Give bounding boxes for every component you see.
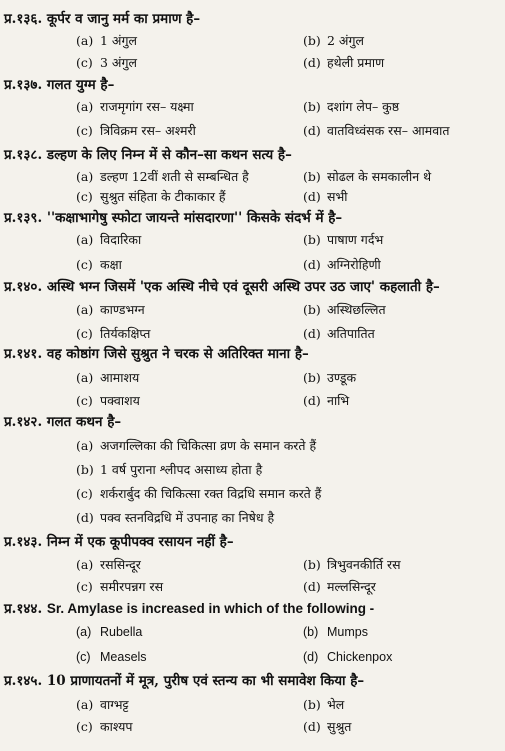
option-text: उण्डूक	[327, 370, 357, 385]
option-a	[76, 437, 316, 454]
option-text: नाभि	[327, 393, 350, 408]
question-number: प्र.१४२.	[4, 414, 43, 430]
option-key: (a)	[76, 33, 94, 48]
option-text: पक्वाशय	[100, 393, 140, 408]
option-key: (d)	[303, 326, 321, 341]
option-key: (a)	[76, 99, 94, 114]
option-a	[76, 696, 129, 713]
option-d	[303, 578, 376, 595]
option-c	[76, 485, 321, 502]
option-a	[76, 32, 137, 49]
option-c	[76, 122, 196, 139]
option-text: त्रिभुवनकीर्ति रस	[327, 557, 401, 572]
option-d	[303, 188, 347, 205]
option-key: (a)	[76, 557, 94, 572]
option-text: त्रिविक्रम रस– अश्मरी	[100, 123, 196, 138]
option-text: तिर्यकक्षिप्त	[100, 326, 151, 341]
option-key: (a)	[76, 302, 94, 317]
question-number: प्र.१४३.	[4, 534, 43, 550]
option-b	[303, 231, 383, 248]
option-a	[76, 231, 141, 248]
option-text: Measels	[100, 650, 147, 664]
question-text: कूर्पर व जानु मर्म का प्रमाण है–	[46, 11, 201, 27]
option-key: (b)	[303, 169, 321, 184]
option-b	[76, 461, 262, 478]
option-key: (d)	[303, 579, 321, 594]
question-number: प्र.१४५.	[4, 673, 43, 689]
option-c	[76, 578, 163, 595]
option-text: 3 अंगुल	[100, 55, 137, 70]
option-b	[303, 32, 364, 49]
option-text: पाषाण गर्दभ	[327, 232, 384, 247]
option-text: मल्लसिन्दूर	[327, 579, 376, 594]
option-key: (b)	[76, 462, 94, 477]
option-text: रससिन्दूर	[100, 557, 141, 572]
option-text: काण्डभग्न	[100, 302, 145, 317]
option-text: सुश्रुत संहिता के टीकाकार हैं	[100, 189, 226, 204]
option-key: (c)	[76, 650, 91, 664]
option-d	[303, 718, 351, 735]
option-d	[303, 256, 381, 273]
option-a	[76, 624, 142, 641]
option-d	[303, 325, 375, 342]
option-key: (b)	[303, 302, 321, 317]
option-key: (c)	[76, 486, 93, 501]
question-number: प्र.१४४.	[4, 601, 43, 617]
option-key: (b)	[303, 625, 319, 639]
option-key: (b)	[303, 557, 321, 572]
option-d	[303, 649, 392, 666]
option-b	[303, 301, 386, 318]
option-key: (d)	[303, 55, 321, 70]
option-b	[303, 369, 356, 386]
question-number: प्र.१४०.	[4, 279, 43, 295]
option-d	[303, 392, 349, 409]
option-d	[303, 54, 384, 71]
option-c	[76, 54, 137, 71]
option-d	[303, 122, 450, 139]
option-text: Chickenpox	[327, 650, 393, 664]
option-text: शर्करार्बुद की चिकित्सा रक्त विद्रधि समान करते हैं	[100, 486, 322, 501]
option-key: (c)	[76, 326, 93, 341]
option-text: सभी	[327, 189, 348, 204]
option-d	[76, 509, 274, 526]
option-text: काश्यप	[100, 719, 133, 734]
question-text: ''कक्षाभागेषु स्फोटा जायन्ते मांसदारणा'' किसके संदर्भ में है–	[46, 210, 343, 226]
option-text: समीरपन्नग रस	[100, 579, 164, 594]
option-text: Mumps	[327, 625, 368, 639]
option-text: अस्थिछल्लित	[327, 302, 386, 317]
option-c	[76, 649, 147, 666]
option-key: (b)	[303, 33, 321, 48]
question-text: गलत कथन है–	[46, 414, 122, 430]
option-text: राजमृगांग रस– यक्ष्मा	[100, 99, 194, 114]
option-text: 1 अंगुल	[100, 33, 137, 48]
question-number: प्र.१४१.	[4, 346, 43, 362]
option-a	[76, 556, 141, 573]
option-text: आमाशय	[100, 370, 140, 385]
question-text: अस्थि भग्न जिसमें 'एक अस्थि नीचे एवं दूसरी अस्थि उपर उठ जाए' कहलाती है–	[46, 279, 440, 295]
option-key: (c)	[76, 393, 93, 408]
option-c	[76, 325, 150, 342]
option-a	[76, 369, 139, 386]
option-c	[76, 256, 122, 273]
option-text: 2 अंगुल	[327, 33, 364, 48]
option-b	[303, 168, 431, 185]
option-text: भेल	[327, 697, 345, 712]
option-text: Rubella	[100, 625, 143, 639]
question-text: वह कोष्ठांग जिसे सुश्रुत ने चरक से अतिरिक्त माना है–	[46, 346, 309, 362]
option-key: (a)	[76, 438, 94, 453]
question-text: निम्न में एक कूपीपक्व रसायन नहीं है–	[46, 534, 234, 550]
option-key: (a)	[76, 169, 94, 184]
option-text: कक्षा	[100, 257, 122, 272]
option-key: (d)	[303, 257, 321, 272]
question-number: प्र.१३७.	[4, 77, 43, 93]
option-key: (c)	[76, 55, 93, 70]
option-key: (c)	[76, 579, 93, 594]
option-key: (c)	[76, 189, 93, 204]
option-key: (d)	[303, 189, 321, 204]
option-text: वाग्भट्ट	[100, 697, 129, 712]
option-key: (a)	[76, 232, 94, 247]
option-text: 1 वर्ष पुराना श्लीपद असाध्य होता है	[100, 462, 263, 477]
option-key: (d)	[303, 393, 321, 408]
option-text: सोढल के समकालीन थे	[327, 169, 432, 184]
option-a	[76, 301, 145, 318]
option-key: (d)	[76, 510, 94, 525]
option-text: विदारिका	[100, 232, 142, 247]
option-key: (c)	[76, 257, 93, 272]
option-key: (c)	[76, 123, 93, 138]
option-key: (d)	[303, 123, 321, 138]
option-b	[303, 696, 344, 713]
option-key: (a)	[76, 625, 92, 639]
option-key: (a)	[76, 697, 94, 712]
option-text: हथेली प्रमाण	[327, 55, 385, 70]
option-text: दशांग लेप– कुष्ठ	[327, 99, 400, 114]
option-text: डल्हण 12वीं शती से सम्बन्धित है	[100, 169, 249, 184]
option-key: (c)	[76, 719, 93, 734]
option-c	[76, 188, 226, 205]
question-number: प्र.१३९.	[4, 210, 43, 226]
option-key: (b)	[303, 370, 321, 385]
option-key: (b)	[303, 99, 321, 114]
option-b	[303, 624, 368, 641]
option-c	[76, 718, 133, 735]
option-text: अग्निरोहिणी	[327, 257, 381, 272]
question-text: डल्हण के लिए निम्न में से कौन–सा कथन सत्य है–	[46, 147, 292, 163]
option-key: (b)	[303, 232, 321, 247]
question-number: प्र.१३६.	[4, 11, 43, 27]
option-text: वातविध्वंसक रस– आमवात	[327, 123, 450, 138]
option-key: (a)	[76, 370, 94, 385]
option-text: अतिपातित	[327, 326, 375, 341]
option-text: पक्व स्तनविद्रधि में उपनाह का निषेध है	[100, 510, 275, 525]
option-b	[303, 98, 399, 115]
option-key: (d)	[303, 719, 321, 734]
question-text: Sr. Amylase is increased in which of the following -	[46, 601, 375, 616]
option-b	[303, 556, 401, 573]
option-key: (d)	[303, 650, 319, 664]
option-text: सुश्रुत	[327, 719, 352, 734]
option-text: अजगल्लिका की चिकित्सा व्रण के समान करते हैं	[100, 438, 317, 453]
question-number: प्र.१३८.	[4, 147, 43, 163]
option-a	[76, 168, 249, 185]
option-a	[76, 98, 194, 115]
option-key: (b)	[303, 697, 321, 712]
question-text: गलत युग्म है–	[46, 77, 115, 93]
question-text: 10 प्राणायतनों में मूत्र, पुरीष एवं स्तन्य का भी समावेश किया है–	[46, 673, 365, 689]
option-c	[76, 392, 140, 409]
